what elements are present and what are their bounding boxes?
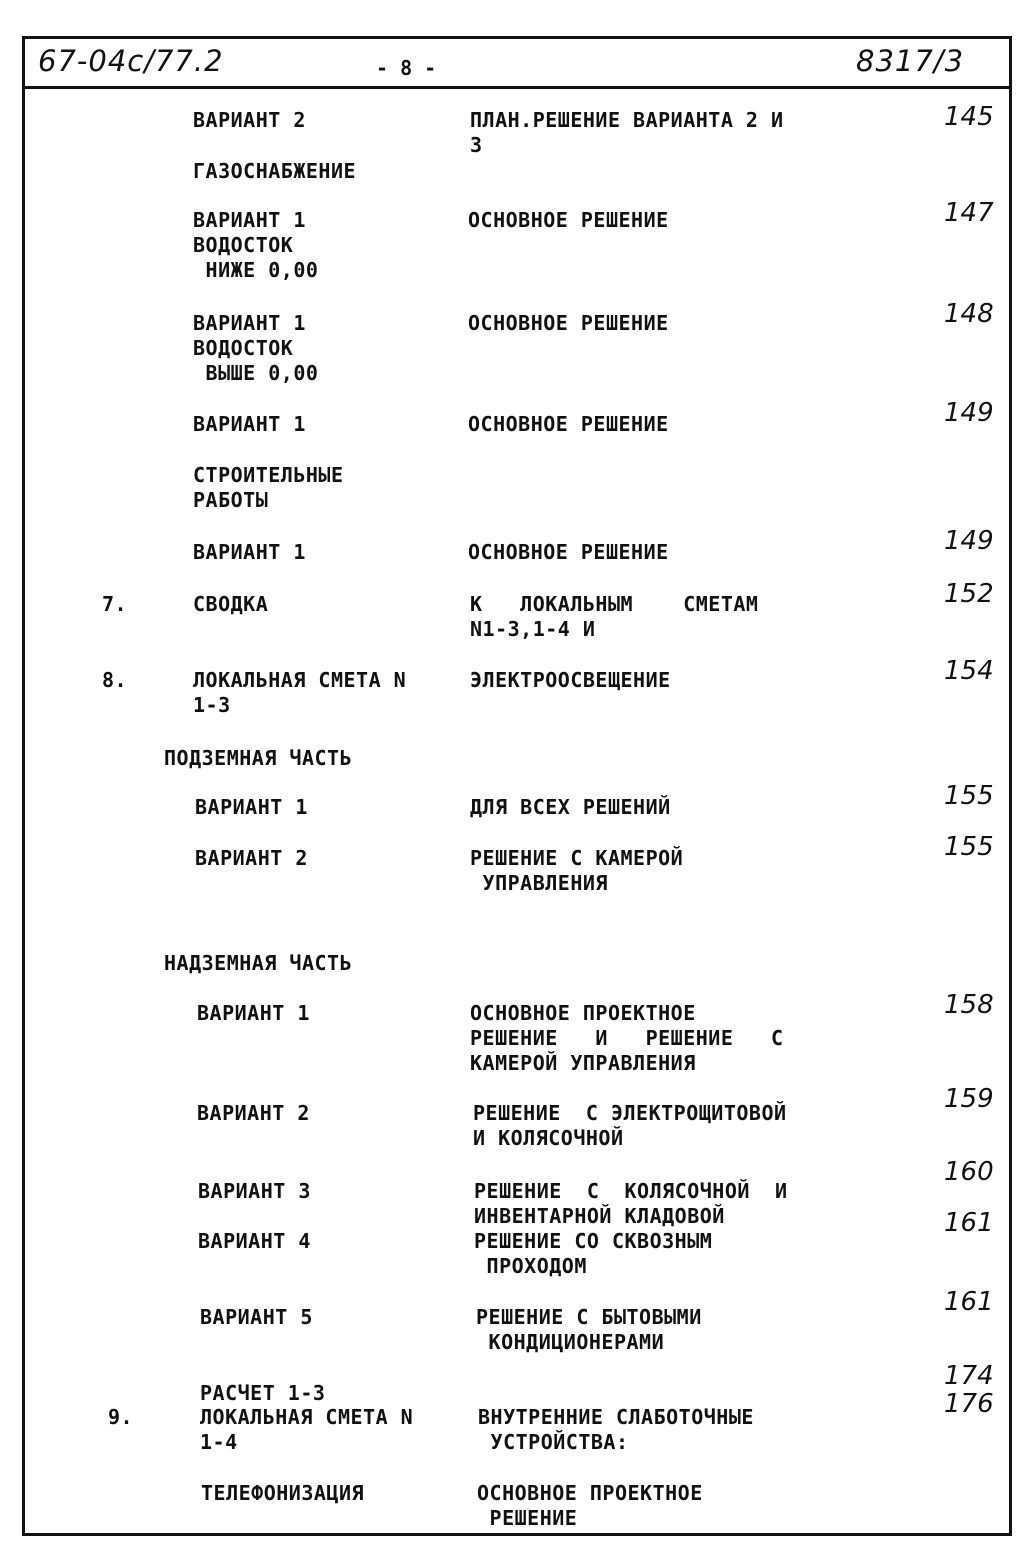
entry-description: РЕШЕНИЕ СО СКВОЗНЫМ <box>474 1229 713 1253</box>
entry-title: ТЕЛЕФОНИЗАЦИЯ <box>201 1481 365 1505</box>
entry-description: ОСНОВНОЕ ПРОЕКТНОЕ <box>470 1001 696 1025</box>
entry-description: КОНДИЦИОНЕРАМИ <box>476 1330 665 1354</box>
entry-title: ВАРИАНТ 2 <box>197 1101 310 1125</box>
entry-title: ВАРИАНТ 1 <box>193 311 306 335</box>
page-number: - 8 - <box>376 56 437 80</box>
entry-description: РЕШЕНИЕ С КОЛЯСОЧНОЙ И <box>474 1179 788 1203</box>
entry-description: РЕШЕНИЕ С ЭЛЕКТРОЩИТОВОЙ <box>473 1101 787 1125</box>
entry-description: УСТРОЙСТВА: <box>478 1430 629 1454</box>
entry-title: ВАРИАНТ 1 <box>193 208 306 232</box>
page-ref: 154 <box>944 656 994 686</box>
entry-description: РЕШЕНИЕ <box>477 1506 578 1530</box>
entry-description: ОСНОВНОЕ РЕШЕНИЕ <box>468 208 669 232</box>
entry-title: ВАРИАНТ 1 <box>193 540 306 564</box>
entry-title: ВАРИАНТ 5 <box>200 1305 313 1329</box>
entry-title: ГАЗОСНАБЖЕНИЕ <box>193 159 357 183</box>
entry-description: И КОЛЯСОЧНОЙ <box>473 1126 624 1150</box>
entry-description: ОСНОВНОЕ РЕШЕНИЕ <box>468 412 669 436</box>
entry-title: НАДЗЕМНАЯ ЧАСТЬ <box>164 951 353 975</box>
entry-title: НИЖЕ 0,00 <box>193 258 319 282</box>
entry-title: ВЫШЕ 0,00 <box>193 361 319 385</box>
entry-description: ОСНОВНОЕ РЕШЕНИЕ <box>468 311 669 335</box>
page-ref: 152 <box>944 579 994 609</box>
entry-description: РЕШЕНИЕ С КАМЕРОЙ <box>470 846 684 870</box>
entry-title: ВОДОСТОК <box>193 336 294 360</box>
page-ref: 155 <box>944 832 994 862</box>
page-ref: 147 <box>944 198 994 228</box>
page-ref: 145 <box>944 102 994 132</box>
page-ref: 176 <box>944 1389 994 1419</box>
entry-title: ВАРИАНТ 4 <box>198 1229 311 1253</box>
section-number: 9. <box>108 1405 134 1429</box>
entry-title: ВАРИАНТ 1 <box>195 795 308 819</box>
entry-title: ПОДЗЕМНАЯ ЧАСТЬ <box>164 746 353 770</box>
section-number: 8. <box>102 668 128 692</box>
entry-description: ПРОХОДОМ <box>474 1254 587 1278</box>
entry-title: ВАРИАНТ 2 <box>195 846 308 870</box>
entry-title: СВОДКА <box>193 592 269 616</box>
entry-description: РЕШЕНИЕ И РЕШЕНИЕ С <box>470 1026 784 1050</box>
entry-title: ВАРИАНТ 1 <box>193 412 306 436</box>
page-ref: 161 <box>944 1208 994 1238</box>
entry-title: ЛОКАЛЬНАЯ СМЕТА N <box>193 668 407 692</box>
entry-title: СТРОИТЕЛЬНЫЕ <box>193 463 344 487</box>
page-ref: 149 <box>944 526 994 556</box>
page-ref: 158 <box>944 990 994 1020</box>
entry-title: ВАРИАНТ 2 <box>193 108 306 132</box>
entry-title: РАБОТЫ <box>193 488 269 512</box>
page-ref: 148 <box>944 299 994 329</box>
inv-number: 8317/3 <box>856 44 965 78</box>
entry-description: К ЛОКАЛЬНЫМ СМЕТАМ <box>470 592 759 616</box>
section-number: 7. <box>102 592 128 616</box>
page-ref: 155 <box>944 781 994 811</box>
page-ref: 149 <box>944 398 994 428</box>
page-ref: 160 <box>944 1157 994 1187</box>
entry-title: 1-4 <box>200 1430 238 1454</box>
entry-description: ОСНОВНОЕ ПРОЕКТНОЕ <box>477 1481 703 1505</box>
page-ref: 159 <box>944 1084 994 1114</box>
header-divider <box>22 86 1012 89</box>
entry-description: ВНУТРЕННИЕ СЛАБОТОЧНЫЕ <box>478 1405 754 1429</box>
entry-title: ВАРИАНТ 3 <box>198 1179 311 1203</box>
entry-description: РЕШЕНИЕ С БЫТОВЫМИ <box>476 1305 702 1329</box>
entry-description: ДЛЯ ВСЕХ РЕШЕНИЙ <box>470 795 671 819</box>
entry-description: ЭЛЕКТРООСВЕЩЕНИЕ <box>470 668 671 692</box>
entry-description: КАМЕРОЙ УПРАВЛЕНИЯ <box>470 1051 696 1075</box>
entry-description: 3 <box>470 133 483 157</box>
entry-title: РАСЧЕТ 1-3 <box>200 1381 326 1405</box>
entry-title: ВОДОСТОК <box>193 233 294 257</box>
page-ref: 174 <box>944 1361 994 1391</box>
entry-description: ИНВЕНТАРНОЙ КЛАДОВОЙ <box>474 1204 725 1228</box>
entry-title: ВАРИАНТ 1 <box>197 1001 310 1025</box>
page-ref: 161 <box>944 1287 994 1317</box>
entry-title: ЛОКАЛЬНАЯ СМЕТА N <box>200 1405 414 1429</box>
entry-description: ПЛАН.РЕШЕНИЕ ВАРИАНТА 2 И <box>470 108 784 132</box>
entry-title: 1-3 <box>193 693 231 717</box>
entry-description: N1-3,1-4 И <box>470 617 596 641</box>
doc-code: 67-04с/77.2 <box>38 44 224 78</box>
entry-description: УПРАВЛЕНИЯ <box>470 871 608 895</box>
entry-description: ОСНОВНОЕ РЕШЕНИЕ <box>468 540 669 564</box>
